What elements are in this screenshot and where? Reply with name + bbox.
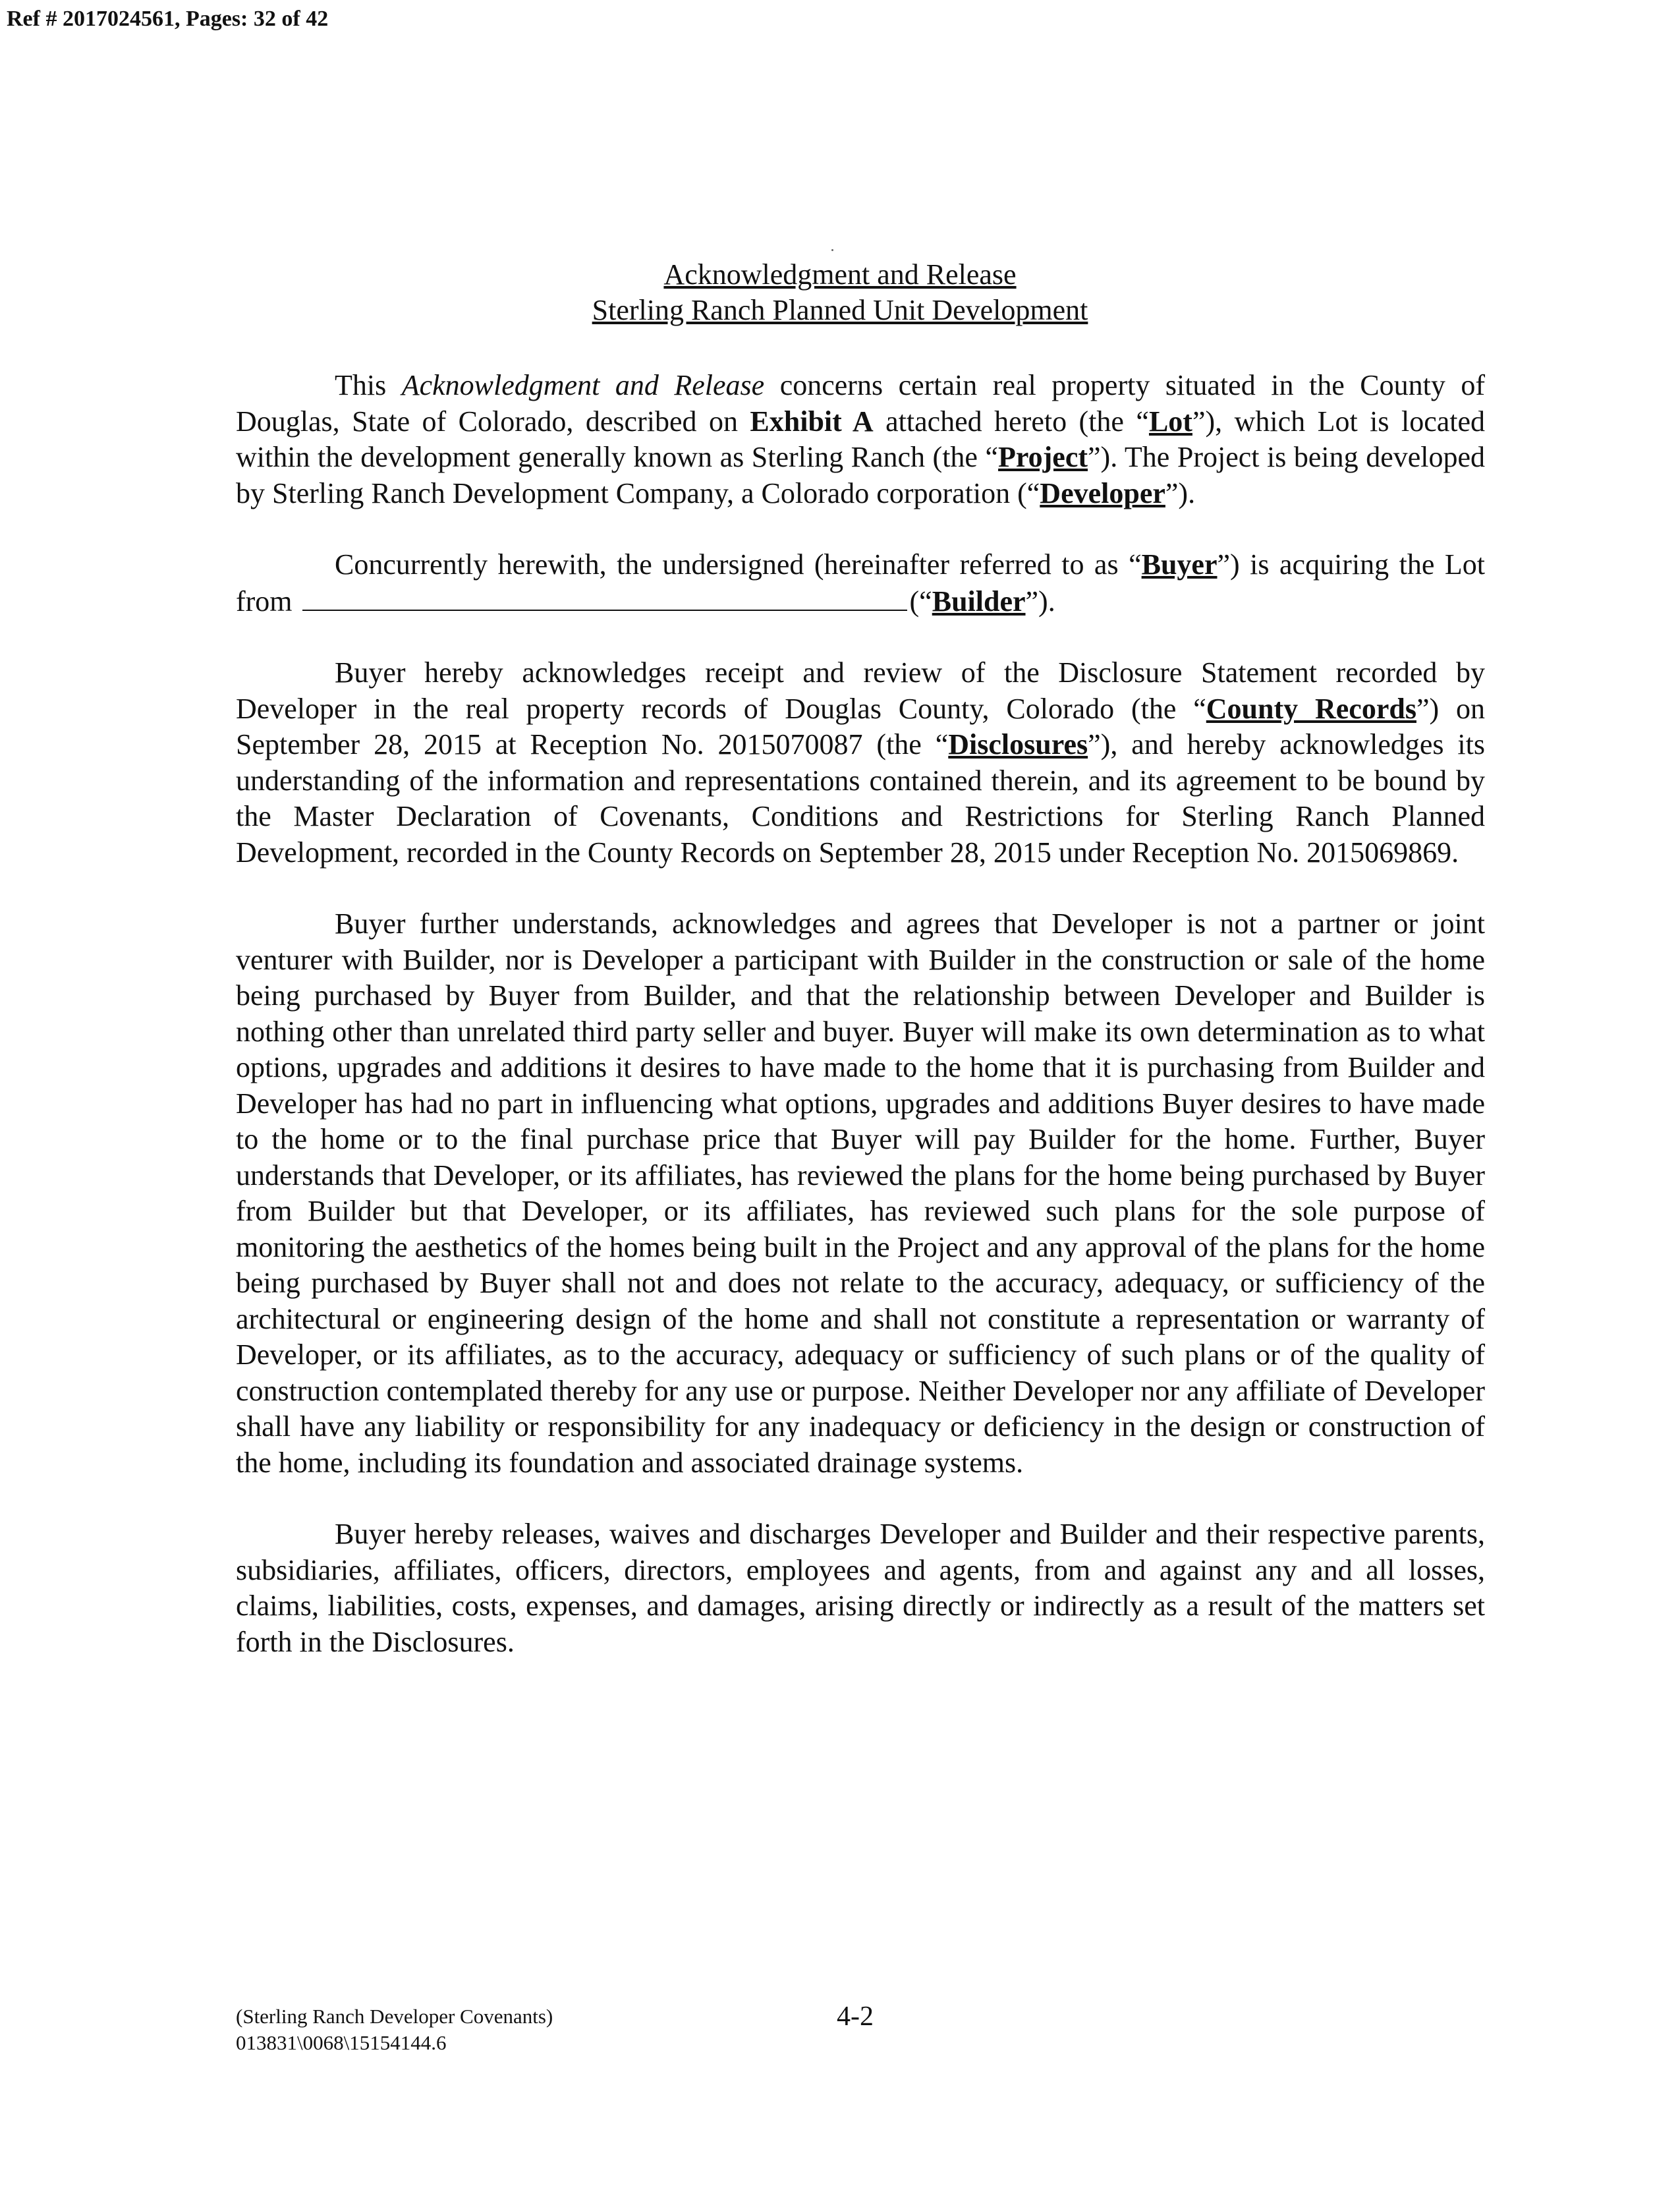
defined-term-project: Project xyxy=(998,441,1088,473)
paragraph-release: Buyer hereby releases, waives and discharges Developer and Builder and their respective parents, subsidiaries, affiliates, officers, directors, employees and agents, from and against any and all losses, claims, liabilities, costs, expenses, and damages, arising directly or indirectly as a result of the matters set forth in the Disclosures. xyxy=(236,1518,1485,1658)
defined-term-disclosures: Disclosures xyxy=(948,728,1088,761)
defined-term-buyer: Buyer xyxy=(1141,548,1218,581)
builder-name-blank-line[interactable] xyxy=(302,583,907,611)
recording-reference: Ref # 2017024561, Pages: 32 of 42 xyxy=(7,7,329,31)
defined-term-lot: Lot xyxy=(1148,405,1192,438)
title-line-2: Sterling Ranch Planned Unit Development xyxy=(592,294,1088,326)
page-number: 4-2 xyxy=(837,2001,874,2032)
exhibit-reference: Exhibit A xyxy=(750,405,874,438)
scan-speck xyxy=(831,249,833,251)
defined-term-county-records: County Records xyxy=(1206,692,1416,725)
footer-document-id: 013831\0068\15154144.6 xyxy=(236,2031,447,2054)
footer-document-info xyxy=(236,2003,553,2056)
italic-term: Acknowledgment and Release xyxy=(401,369,765,401)
document-title xyxy=(0,257,1680,328)
defined-term-builder: Builder xyxy=(932,585,1026,617)
paragraph-property: This Acknowledgment and Release concerns certain real property situated in the County of Douglas, State of Colorado, described on Exhibit A attached hereto (the “Lot”), which Lot is located within the development generally known as Sterling Ranch (the “Project”). The Project is being developed by Sterling Ranch Development Company, a Colorado corporation (“Developer”). xyxy=(236,369,1486,509)
paragraph-relationship: Buyer further understands, acknowledges and agrees that Developer is not a partner or joint venturer with Builder, nor is Developer a participant with Builder in the construction or sale of the home being purchased by Buyer from Builder, and that the relationship between Developer and Builder is nothing other than unrelated third party seller and buyer. Buyer will make its own determination as to what options, upgrades and additions it desires to have made to the home that it is purchasing from Builder and Developer has had no part in influencing what options, upgrades and additions Buyer desires to have made to the home or to the final purchase price that Buyer will pay Builder for the home. Further, Buyer understands that Developer, or its affiliates, has reviewed the plans for the home being purchased by Buyer from Builder but that Developer, or its affiliates, has reviewed such plans for the sole purpose of monitoring the aesthetics of the homes being built in the Project and any approval of the plans for the home being purchased by Buyer shall not and does not relate to the accuracy, adequacy, or sufficiency of the architectural or engineering design of the home and shall not constitute a representation or warranty of Developer, or its affiliates, as to the accuracy, adequacy or sufficiency of such plans or of the quality of construction contemplated thereby for any use or purpose. Neither Developer nor any affiliate of Developer shall have any liability or responsibility for any inadequacy or deficiency in the design or construction of the home, including its foundation and associated drainage systems. xyxy=(236,907,1485,1479)
paragraph-buyer-builder: Concurrently herewith, the undersigned (hereinafter referred to as “Buyer”) is acquiring the Lot from (“Builder”). xyxy=(236,548,1486,617)
paragraph-disclosures: Buyer hereby acknowledges receipt and review of the Disclosure Statement recorded by Developer in the real property records of Douglas County, Colorado (the “County Records”) on September 28, 2015 at Reception No. 2015070087 (the “Disclosures”), and hereby acknowledges its understanding of the information and representations contained therein, and its agreement to be bound by the Master Declaration of Covenants, Conditions and Restrictions for Sterling Ranch Planned Development, recorded in the County Records on September 28, 2015 under Reception No. 2015069869. xyxy=(236,656,1486,869)
footer-document-name: (Sterling Ranch Developer Covenants) xyxy=(236,2005,553,2028)
defined-term-developer: Developer xyxy=(1040,476,1165,509)
document-body xyxy=(236,368,1485,1696)
title-line-1: Acknowledgment and Release xyxy=(663,258,1017,291)
